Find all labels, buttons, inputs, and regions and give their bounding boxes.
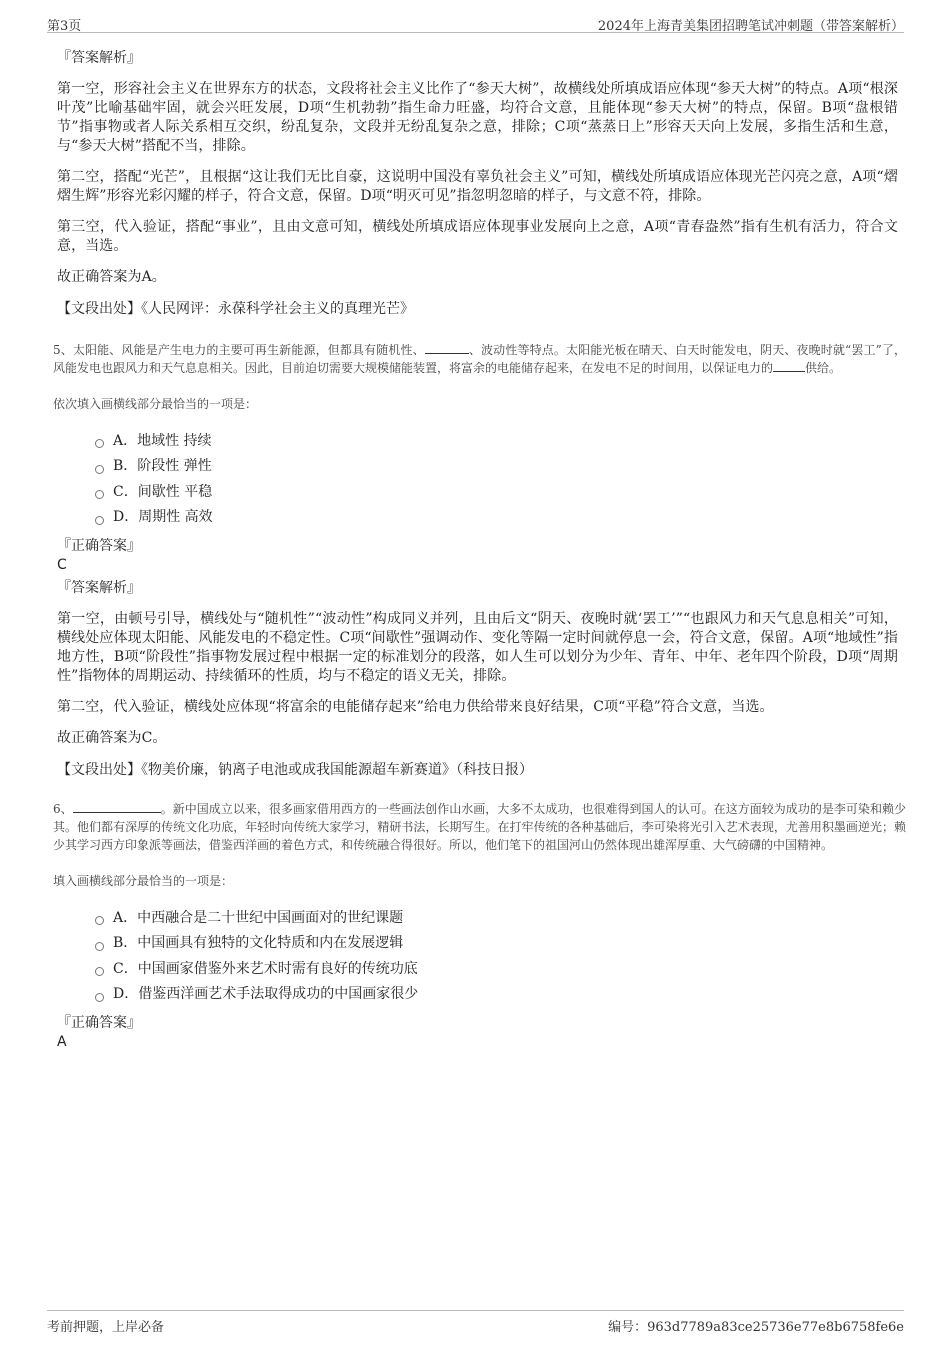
fill-blank bbox=[425, 341, 469, 354]
q4-analysis-label: 『答案解析』 bbox=[57, 50, 141, 66]
q5-analysis-paragraph: 第一空，由顿号引导，横线处与“随机性”“波动性”构成同义并列，且由后文“阴天、夜晚时就‘罢工’”“也跟风力和天气息息相关”可知，横线处应体现太阳能、风能发电的不稳定性。C项“间歇性”强调动作、变化等隔一定时间就停息一会，符合文意，保留。A项“地域性”指地方性，B项“阶段性”指事物发展过程中根据一定的标准划分的段落，如人生可以划分为少年、青年、中年、老年四个阶段，D项“周期性”指物体的周期运动、持续循环的性质，均与不稳定的语义无关，排除。 bbox=[57, 611, 898, 684]
fill-blank bbox=[73, 800, 161, 813]
q4-analysis-paragraph: 第三空，代入验证，搭配“事业”，且由文意可知，横线处所填成语应体现事业发展向上之意，A项“青春盎然”指有生机有活力，符合文意，当选。 bbox=[57, 219, 898, 254]
page-header bbox=[47, 12, 904, 33]
radio-icon[interactable] bbox=[95, 516, 104, 525]
footer-slogan: 考前押题，上岸必备 bbox=[47, 1320, 165, 1335]
q5-source: 【文段出处】《物美价廉，钠离子电池或成我国能源超车新赛道》（科技日报） bbox=[57, 762, 533, 778]
radio-icon[interactable] bbox=[95, 942, 104, 951]
q5-option-b[interactable]: B．阶段性 弹性 bbox=[95, 454, 898, 480]
q6-answer: A bbox=[57, 1034, 67, 1050]
q6-option-d[interactable]: D．借鉴西洋画艺术手法取得成功的中国画家很少 bbox=[95, 982, 898, 1008]
q5-stem: 5、太阳能、风能是产生电力的主要可再生新能源，但都具有随机性、 、波动性等特点。太阳能光板在晴天、白天时能发电，阴天、夜晚时就“罢工”了，风能发电也跟风力和天气息息相关。因此，目前迫切需要大规模储能装置，将富余的电能储存起来，在发电不足的时间用，以保证电力的 供给。 bbox=[53, 343, 906, 375]
fill-blank bbox=[773, 359, 805, 372]
radio-icon[interactable] bbox=[95, 916, 104, 925]
q4-source: 【文段出处】《人民网评：永葆科学社会主义的真理光芒》 bbox=[57, 301, 414, 317]
q6-option-c[interactable]: C．中国画家借鉴外来艺术时需有良好的传统功底 bbox=[95, 956, 898, 982]
radio-icon[interactable] bbox=[95, 465, 104, 474]
q4-conclusion: 故正确答案为A。 bbox=[57, 269, 166, 285]
q4-analysis-paragraph: 第一空，形容社会主义在世界东方的状态，文段将社会主义比作了“参天大树”，故横线处所填成语应体现“参天大树”的特点。A项“根深叶茂”比喻基础牢固，就会兴旺发展，D项“生机勃勃”指生命力旺盛，均符合文意，且能体现“参天大树”的特点，保留。B项“盘根错节”指事物或者人际关系相互交织，纷乱复杂，文段并无纷乱复杂之意，排除；C项“蒸蒸日上”形容天天向上发展，多指生活和生意，与“参天大树”搭配不当，排除。 bbox=[57, 81, 898, 154]
q5-option-d[interactable]: D．周期性 高效 bbox=[95, 505, 898, 531]
q5-option-a[interactable]: A．地域性 持续 bbox=[95, 428, 898, 454]
q5-answer: C bbox=[57, 557, 67, 573]
q6-answer-label: 『正确答案』 bbox=[57, 1015, 141, 1031]
radio-icon[interactable] bbox=[95, 490, 104, 499]
q4-analysis-paragraph: 第二空，搭配“光芒”，且根据“这让我们无比自豪，这说明中国没有辜负社会主义”可知，横线处所填成语应体现光芒闪亮之意，A项“熠熠生辉”形容光彩闪耀的样子，符合文意，保留。D项“明灭可见”指忽明忽暗的样子，与文意不符，排除。 bbox=[57, 169, 898, 204]
document-title: 2024年上海青美集团招聘笔试冲刺题（带答案解析） bbox=[597, 19, 904, 34]
page-content bbox=[53, 48, 906, 1055]
q5-option-c[interactable]: C．间歇性 平稳 bbox=[95, 479, 898, 505]
page-number: 第3页 bbox=[47, 19, 82, 34]
q6-options bbox=[95, 905, 898, 1007]
q6-prompt: 填入画横线部分最恰当的一项是： bbox=[53, 874, 234, 888]
q6-option-a[interactable]: A．中西融合是二十世纪中国画面对的世纪课题 bbox=[95, 905, 898, 931]
q6-stem: 6、 。新中国成立以来，很多画家借用西方的一些画法创作山水画，大多不太成功，也很难得到国人的认可。在这方面较为成功的是李可染和赖少其。他们都有深厚的传统文化功底，年轻时向传统大家学习，精研书法，长期写生。在打牢传统的各种基础后，李可染将光引入艺术表现，尤善用积墨画逆光；赖少其学习西方印象派等画法，借鉴西洋画的着色方式，和传统融合得很好。所以，他们笔下的祖国河山仍然体现出雄浑厚重、大气磅礴的中国精神。 bbox=[53, 802, 906, 852]
radio-icon[interactable] bbox=[95, 967, 104, 976]
q5-answer-label: 『正确答案』 bbox=[57, 538, 141, 554]
document-id: 编号：963d7789a83ce25736e77e8b6758fe6e bbox=[608, 1320, 904, 1335]
q6-option-b[interactable]: B．中国画具有独特的文化特质和内在发展逻辑 bbox=[95, 931, 898, 957]
radio-icon[interactable] bbox=[95, 439, 104, 448]
radio-icon[interactable] bbox=[95, 993, 104, 1002]
q5-analysis-paragraph: 第二空，代入验证，横线处应体现“将富余的电能储存起来”给电力供给带来良好结果，C项“平稳”符合文意，当选。 bbox=[57, 699, 774, 715]
page-footer bbox=[47, 1310, 904, 1335]
q5-options bbox=[95, 428, 898, 530]
q5-prompt: 依次填入画横线部分最恰当的一项是： bbox=[53, 397, 258, 411]
q5-analysis-label: 『答案解析』 bbox=[57, 580, 141, 596]
q5-conclusion: 故正确答案为C。 bbox=[57, 730, 167, 746]
